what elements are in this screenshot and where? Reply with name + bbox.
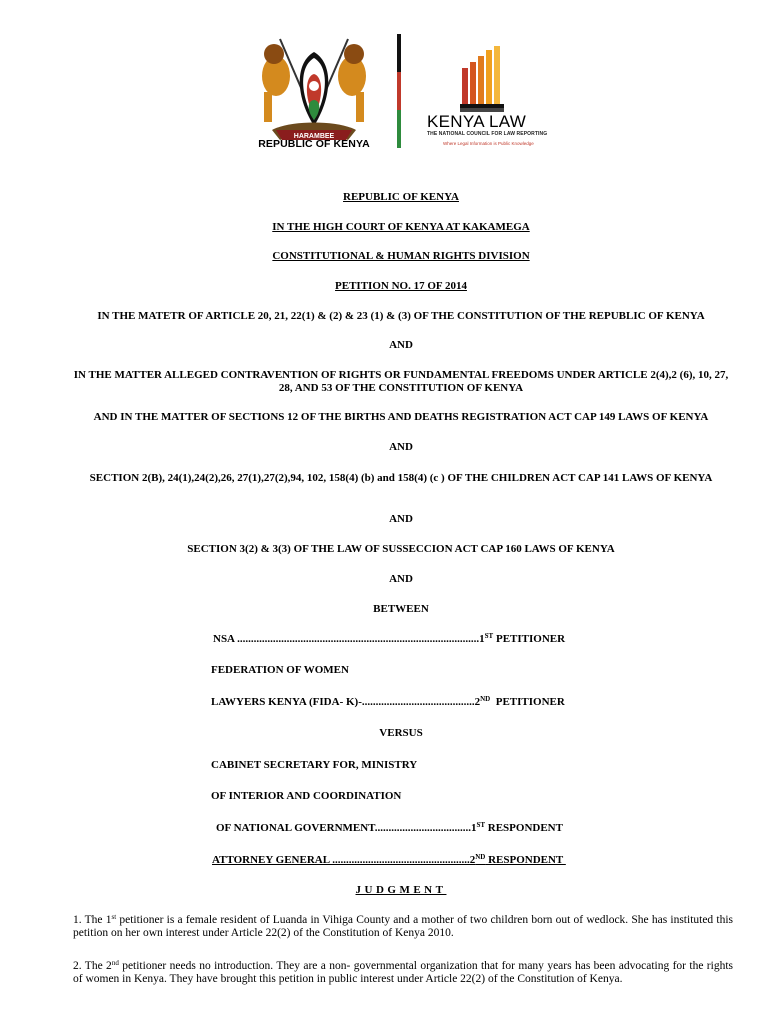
kenya-law-subtitle: THE NATIONAL COUNCIL FOR LAW REPORTING [427, 131, 548, 137]
division-heading: CONSTITUTIONAL & HUMAN RIGHTS DIVISION [272, 250, 530, 262]
versus-label: VERSUS [379, 727, 423, 739]
matter-contravention: IN THE MATTER ALLEGED CONTRAVENTION OF RIGHTS OR FUNDAMENTAL FREEDOMS UNDER ARTICLE 2(4),2 (6), 10, 27, 28, AND 53 OF THE CONSTITUTION OF KENYA [73, 369, 729, 394]
first-petitioner: NSA ........................................................................................1ST PETITIONER [213, 632, 566, 645]
matter-births-deaths: AND IN THE MATTER OF SECTIONS 12 OF THE BIRTHS AND DEATHS REGISTRATION ACT CAP 149 LAWS OF KENYA [93, 411, 709, 423]
coat-motto: HARAMBEE [293, 133, 335, 140]
court-heading: IN THE HIGH COURT OF KENYA AT KAKAMEGA [272, 221, 530, 233]
kenya-law-tagline: Where Legal Information is Public Knowledge [443, 141, 534, 146]
first-respondent-line2: OF INTERIOR AND COORDINATION [211, 790, 402, 802]
paragraph-2: 2. The 2nd petitioner needs no introduction. They are a non- governmental organization that for many years has been advocating for the rights of women in Kenya. They have brought this petition in public interest under Article 22(2) of the Constitution of Kenya. [73, 959, 734, 985]
matter-succession-act: SECTION 3(2) & 3(3) OF THE LAW OF SUSSECCION ACT CAP 160 LAWS OF KENYA [187, 543, 615, 555]
divider-red [397, 72, 401, 110]
second-petitioner: LAWYERS KENYA (FIDA- K)-.........................................2ND PETITIONER [211, 695, 565, 708]
divider-black [397, 34, 401, 72]
first-respondent: OF NATIONAL GOVERNMENT...................................1ST RESPONDENT [216, 821, 563, 834]
and-separator: AND [389, 441, 413, 453]
matter-article: IN THE MATETR OF ARTICLE 20, 21, 22(1) & (2) & 23 (1) & (3) OF THE CONSTITUTION OF THE REPUBLIC OF KENYA [97, 310, 705, 322]
matter-children-act: SECTION 2(B), 24(1),24(2),26, 27(1),27(2),94, 102, 158(4) (b) and 158(4) (c ) OF THE CHILDREN ACT CAP 141 LAWS OF KENYA [89, 472, 713, 484]
logo-divider [397, 34, 401, 148]
and-separator: AND [389, 339, 413, 351]
and-separator: AND [389, 573, 413, 585]
second-petitioner-line1: FEDERATION OF WOMEN [211, 664, 349, 676]
kenya-law-name: KENYA LAW [427, 112, 527, 131]
petition-number: PETITION NO. 17 OF 2014 [335, 280, 467, 292]
second-respondent: ATTORNEY GENERAL ..................................................2ND RESPONDENT [212, 853, 566, 866]
kenya-law-logo-icon [460, 46, 504, 112]
divider-green [397, 110, 401, 148]
paragraph-1: 1. The 1st petitioner is a female resident of Luanda in Vihiga County and a mother of two children born out of wedlock. She has instituted this petition on her own interest under Article 22(2) of the Constitution of Kenya 2010. [73, 913, 734, 939]
coat-of-arms-caption: REPUBLIC OF KENYA [258, 138, 370, 150]
and-separator: AND [389, 513, 413, 525]
judgment-title: JUDGMENT [355, 884, 447, 896]
first-respondent-line1: CABINET SECRETARY FOR, MINISTRY [211, 759, 418, 771]
country-heading: REPUBLIC OF KENYA [343, 191, 459, 203]
between-label: BETWEEN [373, 603, 429, 615]
